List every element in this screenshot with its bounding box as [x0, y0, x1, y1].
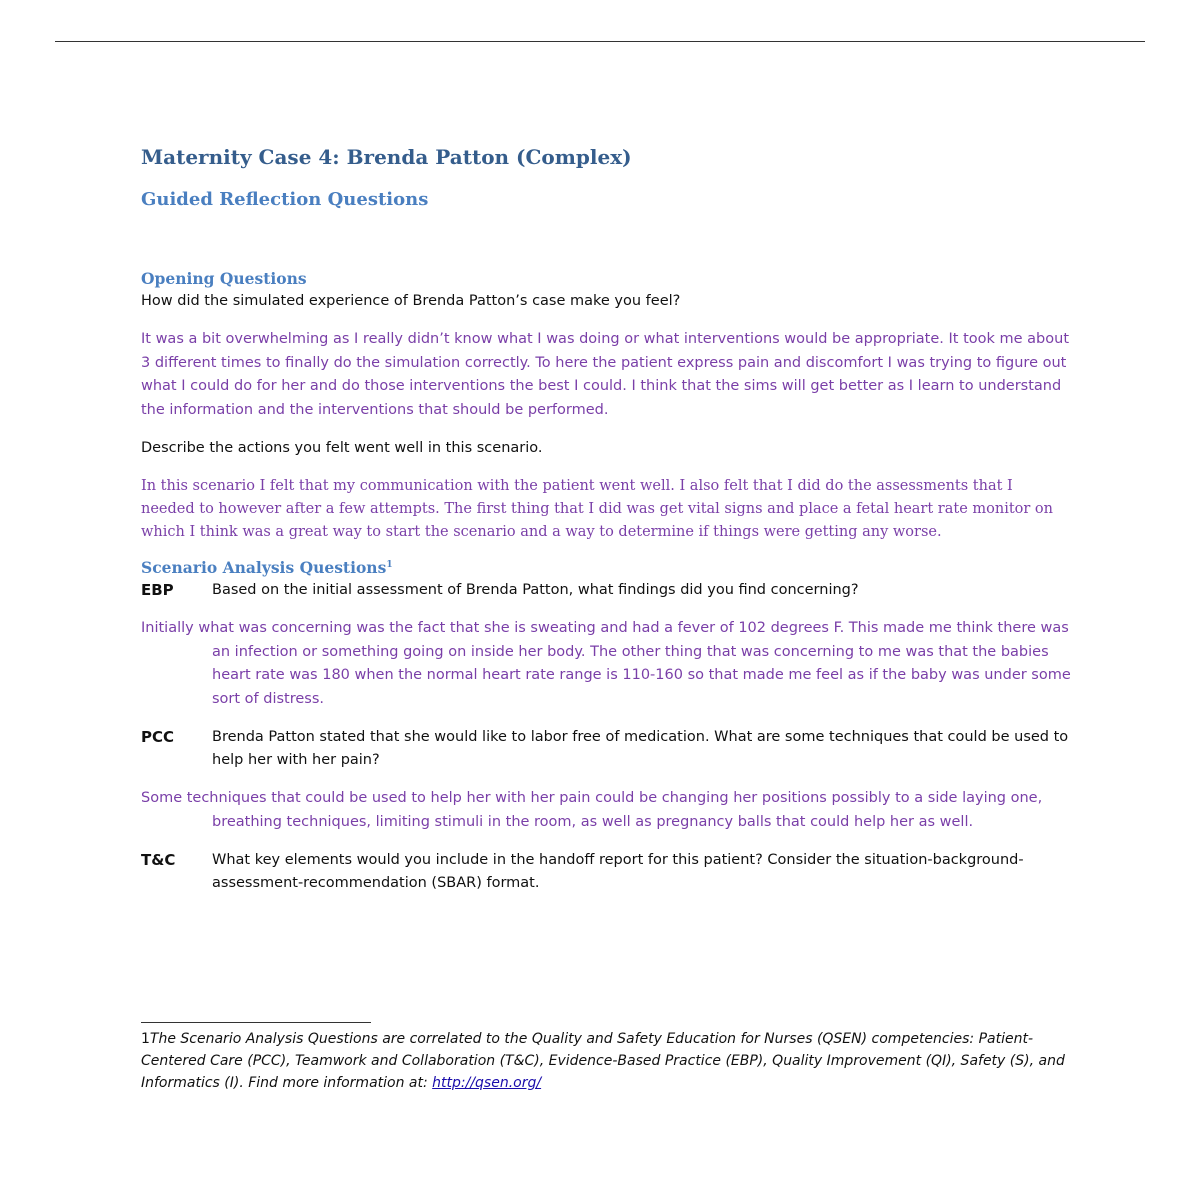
- header-rule: [55, 41, 1145, 42]
- question-tc: [141, 849, 1071, 895]
- answer-ebp: Initially what was concerning was the fact that she is sweating and had a fever of 102 degrees F. This made me think there was an infection or something going on inside her body. The other thing that was concerning to me was that the babies heart rate was 180 when the normal heart rate range is 110-160 so that made me feel as if the baby was under some sort of distress.: [141, 620, 1071, 707]
- question-label-ebp: EBP: [141, 581, 174, 600]
- document-body: [141, 268, 1071, 895]
- question-pcc: [141, 726, 1071, 772]
- footnote-separator: [141, 1022, 371, 1023]
- opening-answer-1: It was a bit overwhelming as I really didn’t know what I was doing or what interventions would be appropriate. It took me about 3 different times to finally do the simulation correctly. To here the patient express pain and discomfort I was trying to figure out what I could do for her and do those interventions the best I could. I think that the sims will get better as I learn to understand the information and the interventions that should be performed.: [141, 331, 1069, 418]
- footnote-number: 1: [141, 1031, 150, 1047]
- question-text-ebp: Based on the initial assessment of Brenda Patton, what findings did you find concerning?: [212, 582, 859, 599]
- footnote: [141, 1028, 1071, 1094]
- opening-questions-heading: Opening Questions: [141, 269, 307, 288]
- question-text-tc: What key elements would you include in the handoff report for this patient? Consider the situation-background-assessment-recommendation (SBAR) format.: [212, 852, 1024, 892]
- scenario-analysis-heading-text: Scenario Analysis Questions: [141, 558, 387, 578]
- document-title: Maternity Case 4: Brenda Patton (Complex): [141, 145, 632, 169]
- footnote-reference: 1: [386, 560, 393, 570]
- answer-pcc: Some techniques that could be used to help her with her pain could be changing her positions possibly to a side laying one, breathing techniques, limiting stimuli in the room, as well as pregnancy balls that could help her as well.: [141, 790, 1043, 830]
- question-text-pcc: Brenda Patton stated that she would like to labor free of medication. What are some techniques that could be used to help her with her pain?: [212, 729, 1069, 769]
- document-subtitle: Guided Reflection Questions: [141, 189, 429, 210]
- question-label-tc: T&C: [141, 851, 176, 870]
- footnote-text: The Scenario Analysis Questions are correlated to the Quality and Safety Education for Nurses (QSEN) competencies: Patient-Centered Care (PCC), Teamwork and Collaboration (T&C), Evidence-Based Practice (EBP), Quality Improvement (QI), Safety (S), and Informatics (I). Find more information at:: [141, 1031, 1065, 1091]
- scenario-analysis-heading: [141, 554, 1071, 579]
- opening-question-1: How did the simulated experience of Brenda Patton’s case make you feel?: [141, 293, 681, 309]
- opening-question-2: Describe the actions you felt went well in this scenario.: [141, 440, 543, 456]
- qsen-link[interactable]: http://qsen.org/: [432, 1075, 542, 1091]
- question-ebp: [141, 579, 1071, 602]
- opening-answer-2: In this scenario I felt that my communication with the patient went well. I also felt that I did do the assessments that I needed to however after a few attempts. The first thing that I did was get vital signs and place a fetal heart rate monitor on which I think was a great way to start the scenario and a way to determine if things were getting any worse.: [141, 478, 1053, 540]
- question-label-pcc: PCC: [141, 728, 175, 747]
